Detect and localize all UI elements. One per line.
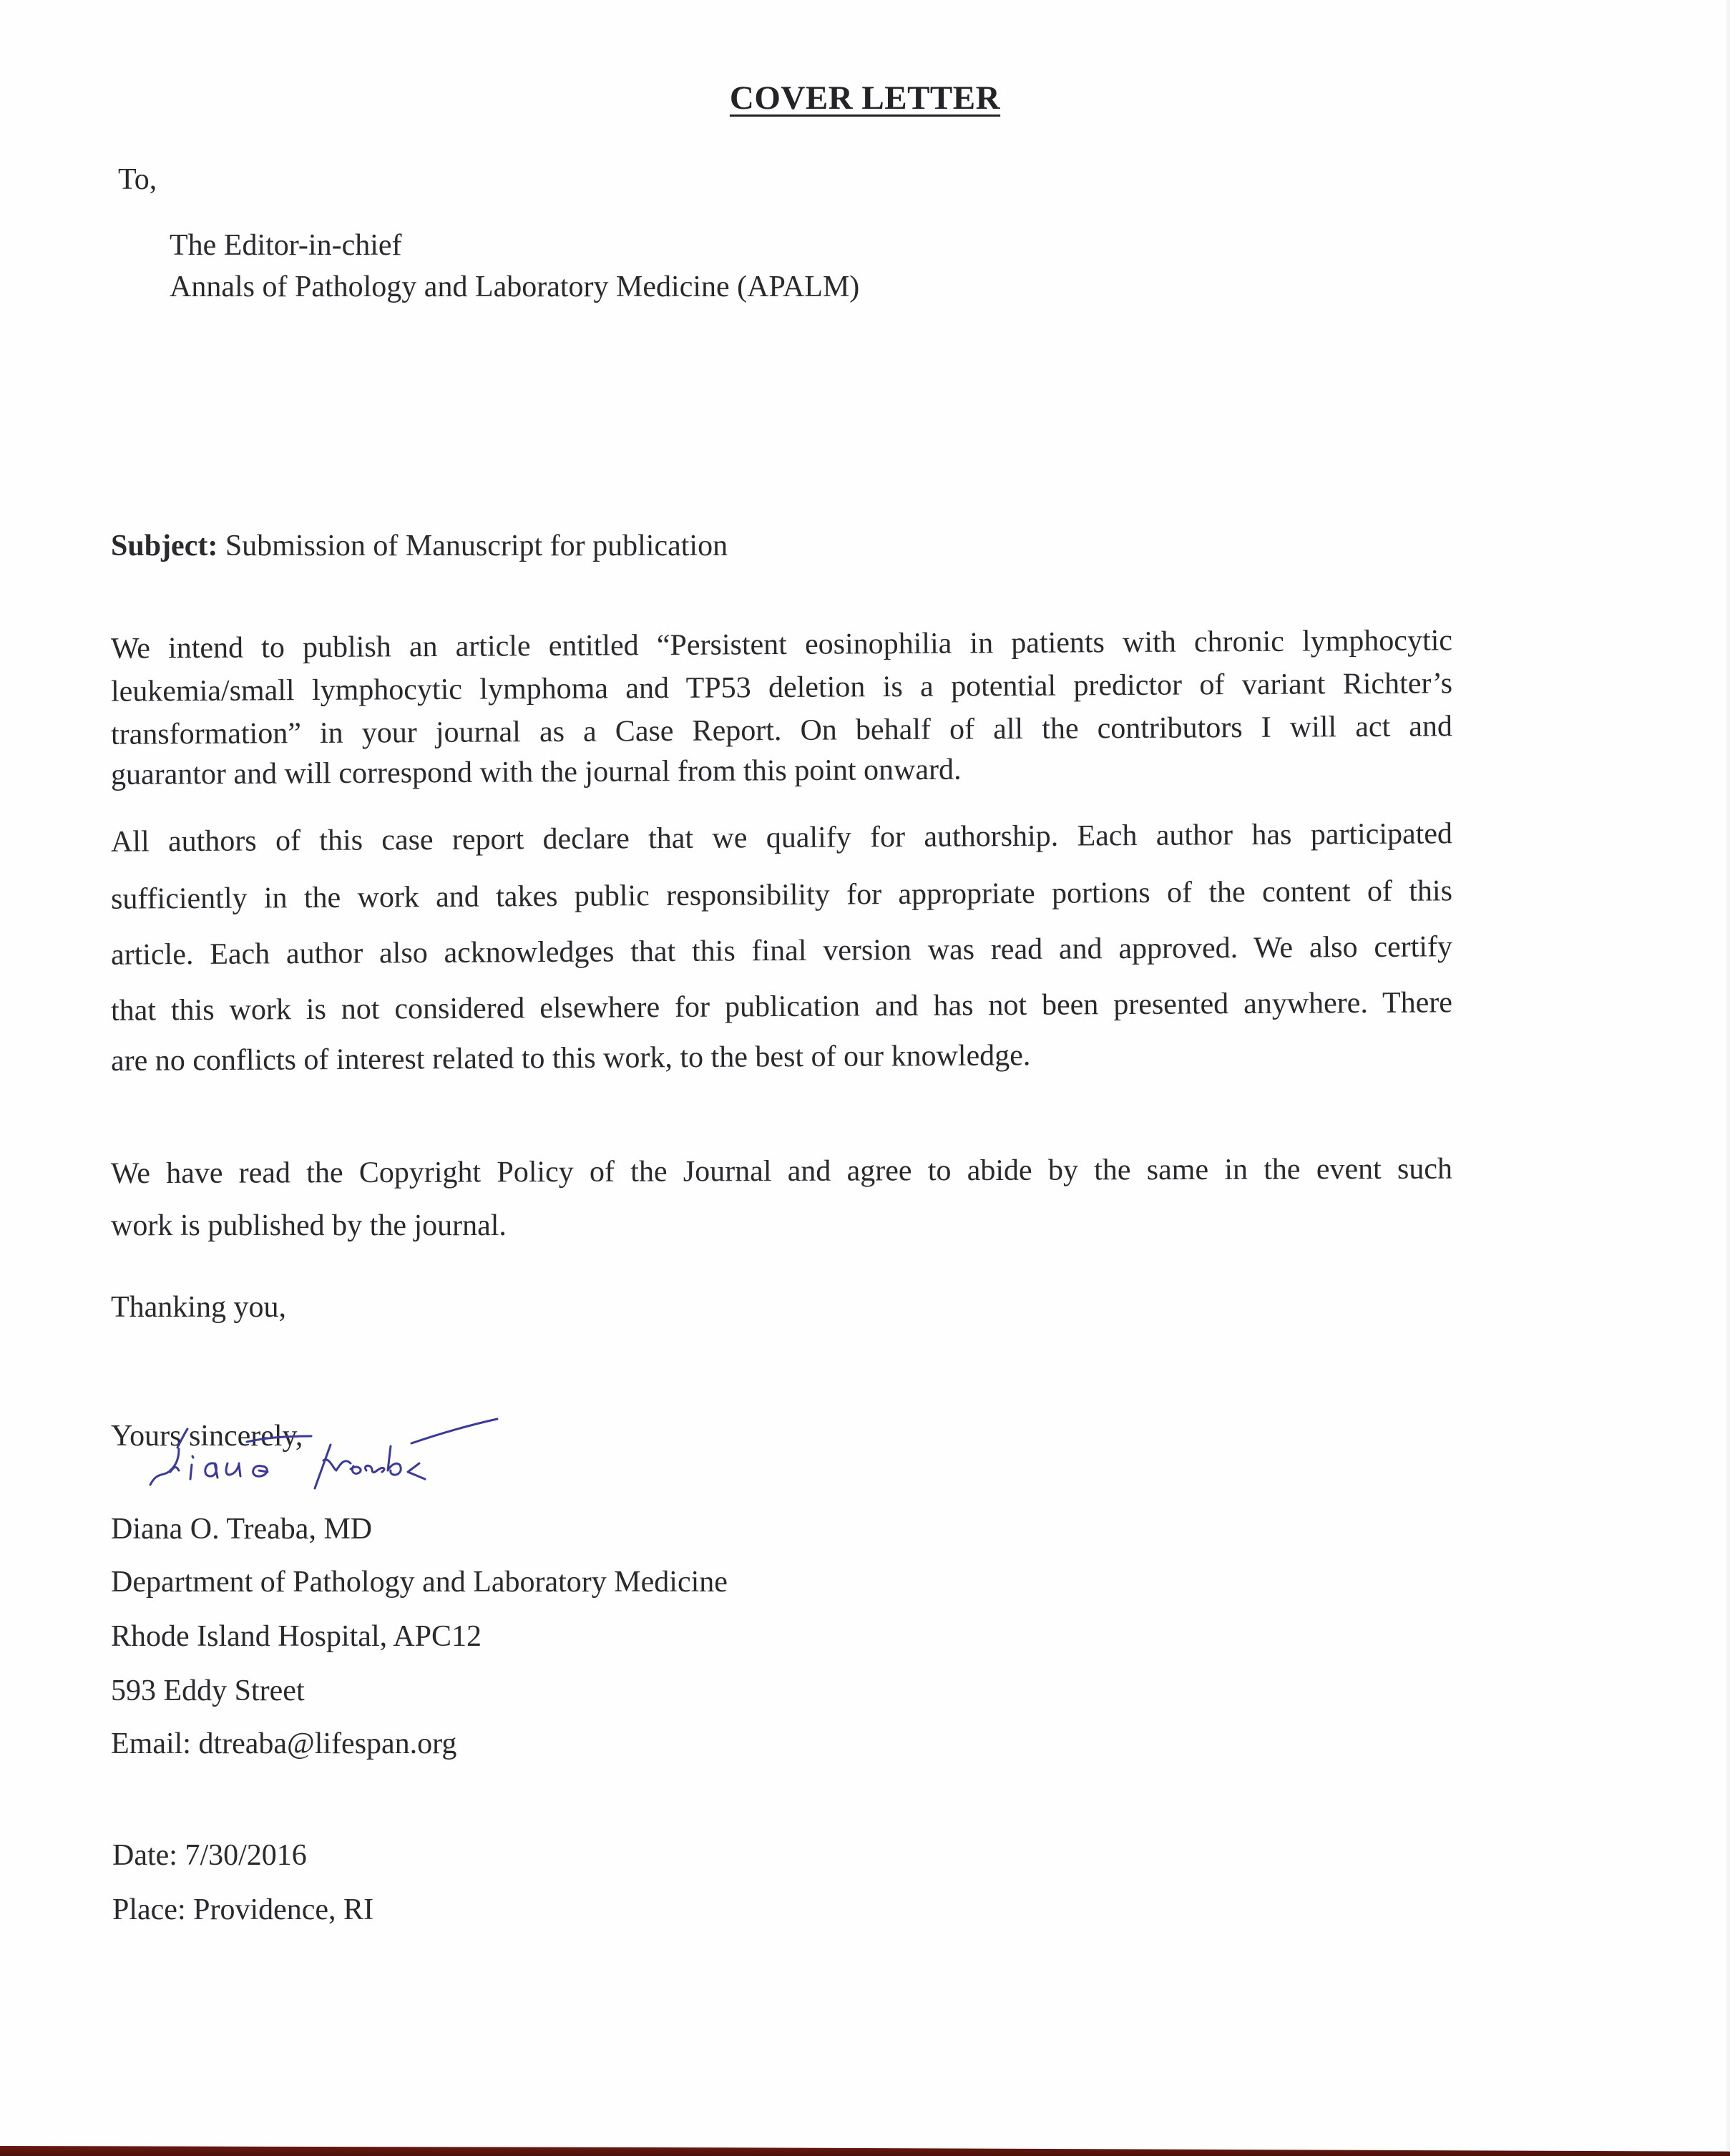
letter-place: Place: Providence, RI	[112, 1893, 374, 1926]
signature-stroke	[205, 1463, 218, 1478]
signature-stroke	[226, 1463, 240, 1476]
paragraph-2-line-4: that this work is not considered elsewhere for publication and has not been presented anywhere. There	[110, 986, 1453, 1028]
paragraph-2-line-5: are no conflicts of interest related to this work, to the best of our knowledge.	[110, 1039, 1031, 1078]
document-title	[0, 79, 1730, 117]
closing-sincerely: Yours sincerely,	[111, 1420, 303, 1453]
signatory-street: 593 Eddy Street	[111, 1674, 305, 1707]
scan-edge-right	[1726, 0, 1730, 2156]
signature-stroke	[411, 1419, 497, 1443]
paragraph-3-line-2: work is published by the journal.	[111, 1209, 507, 1242]
signature-stroke	[366, 1465, 384, 1472]
signatory-email: Email: dtreaba@lifespan.org	[111, 1727, 457, 1760]
paragraph-1-line-4: guarantor and will correspond with the journal from this point onward.	[110, 753, 962, 791]
subject-label: Subject:	[111, 530, 218, 562]
document-title-text: COVER LETTER	[729, 79, 1001, 117]
letter-date: Date: 7/30/2016	[112, 1839, 307, 1872]
signature-stroke	[323, 1460, 351, 1470]
paragraph-1-line-2: leukemia/small lymphocytic lymphoma and TP53 deletion is a potential predictor of variant Richter’s	[110, 667, 1453, 708]
paragraph-2-line-2: sufficiently in the work and takes public responsibility for appropriate portions of the content of this	[110, 874, 1453, 916]
signature-stroke	[247, 1436, 311, 1442]
salutation: To,	[118, 163, 157, 196]
closing-thanks: Thanking you,	[111, 1291, 286, 1324]
scan-edge-bottom	[0, 2146, 1730, 2156]
recipient-line-2: Annals of Pathology and Laboratory Medicine (APALM)	[170, 270, 860, 303]
signature-stroke	[315, 1445, 331, 1488]
paragraph-1-line-1: We intend to publish an article entitled “Persistent eosinophilia in patients with chronic lymphocytic	[110, 624, 1453, 665]
paragraph-2-line-1: All authors of this case report declare that we qualify for authorship. Each author has participated	[110, 817, 1453, 859]
signatory-institution: Rhode Island Hospital, APC12	[111, 1620, 482, 1653]
recipient-line-1: The Editor-in-chief	[170, 229, 402, 262]
signature-stroke	[351, 1466, 361, 1473]
signature-stroke	[190, 1456, 193, 1479]
subject-text: Submission of Manuscript for publication	[218, 530, 728, 562]
paragraph-3-line-1: We have read the Copyright Policy of the Journal and agree to abide by the same in the event such	[110, 1152, 1453, 1191]
signature-stroke	[253, 1465, 268, 1476]
paragraph-1-line-3: transformation” in your journal as a Case Report. On behalf of all the contributors I will act and	[110, 710, 1453, 751]
signatory-department: Department of Pathology and Laboratory Medicine	[111, 1566, 728, 1599]
signature-stroke	[388, 1446, 401, 1475]
handwritten-signature	[136, 1413, 594, 1499]
signature-stroke	[150, 1429, 187, 1485]
signatory-name: Diana O. Treaba, MD	[111, 1513, 373, 1546]
signature-stroke	[408, 1463, 425, 1479]
paragraph-2-line-3: article. Each author also acknowledges that this final version was read and approved. We also certify	[110, 930, 1453, 972]
subject-line	[111, 531, 728, 561]
